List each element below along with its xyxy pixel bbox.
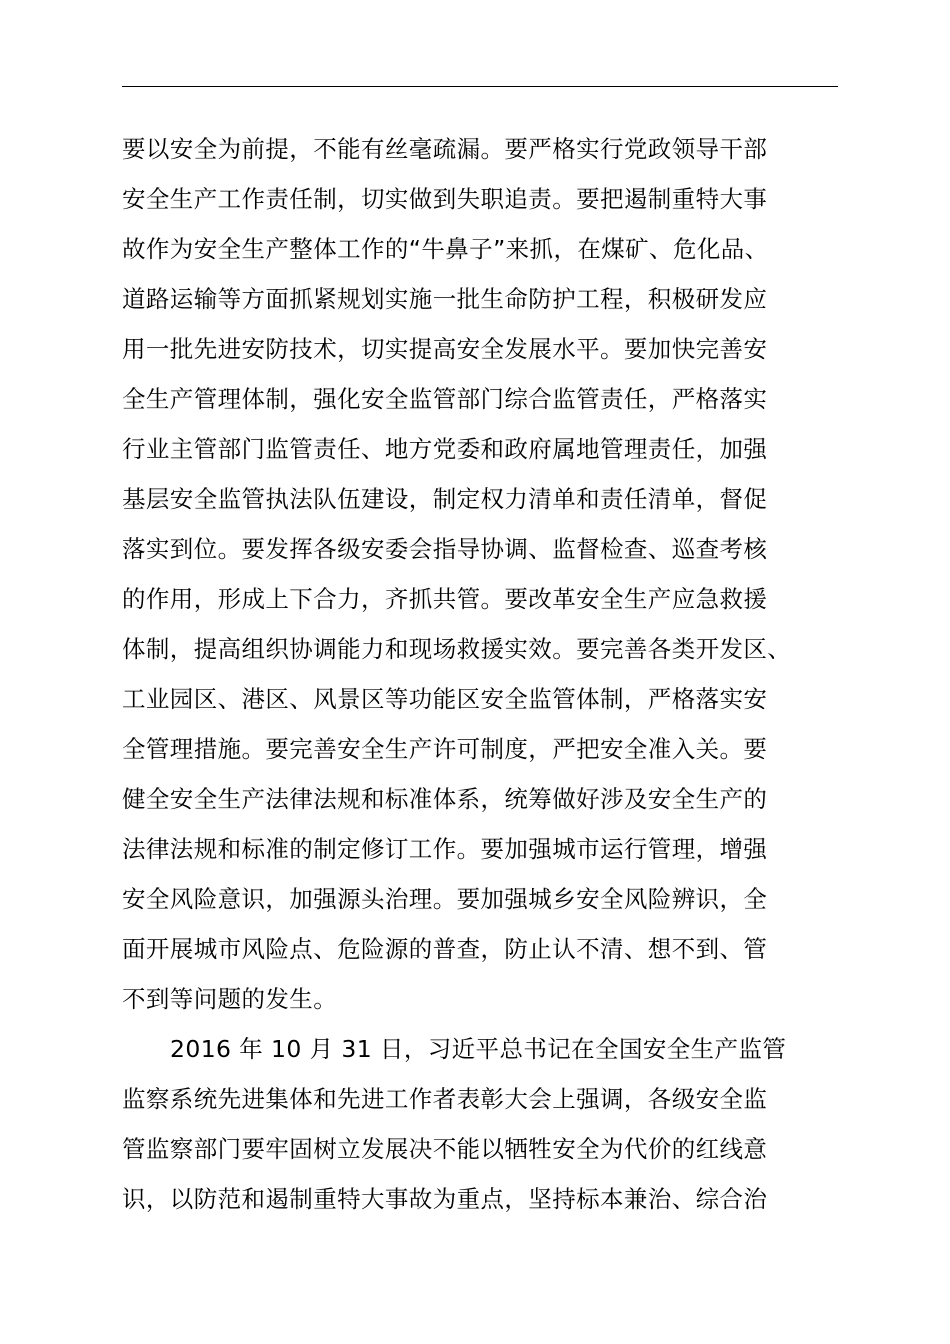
text-line: 安全风险意识，加强源头治理。要加强城乡安全风险辨识，全 <box>122 885 768 913</box>
text-line: 基层安全监管执法队伍建设，制定权力清单和责任清单，督促 <box>122 485 768 513</box>
text-line: 全管理措施。要完善安全生产许可制度，严把安全准入关。要 <box>122 735 768 763</box>
text-line: 面开展城市风险点、危险源的普查，防止认不清、想不到、管 <box>122 935 768 963</box>
text-line: 要以安全为前提，不能有丝毫疏漏。要严格实行党政领导干部 <box>122 135 768 163</box>
text-line: 工业园区、港区、风景区等功能区安全监管体制，严格落实安 <box>122 685 768 713</box>
text-line: 识，以防范和遏制重特大事故为重点，坚持标本兼治、综合治 <box>122 1185 768 1213</box>
text-line: 的作用，形成上下合力，齐抓共管。要改革安全生产应急救援 <box>122 585 768 613</box>
body-text <box>122 124 842 1224</box>
text-line: 管监察部门要牢固树立发展决不能以牺牲安全为代价的红线意 <box>122 1135 768 1163</box>
text-line: 落实到位。要发挥各级安委会指导协调、监督检查、巡查考核 <box>122 535 768 563</box>
text-line: 道路运输等方面抓紧规划实施一批生命防护工程，积极研发应 <box>122 285 768 313</box>
paragraph-start-line: 2016 年 10 月 31 日，习近平总书记在全国安全生产监管 <box>170 1035 787 1063</box>
text-line: 不到等问题的发生。 <box>122 985 338 1013</box>
text-line: 监察系统先进集体和先进工作者表彰大会上强调，各级安全监 <box>122 1085 768 1113</box>
text-line: 健全安全生产法律法规和标准体系，统筹做好涉及安全生产的 <box>122 785 768 813</box>
header-rule <box>122 86 838 87</box>
text-line: 全生产管理体制，强化安全监管部门综合监管责任，严格落实 <box>122 385 768 413</box>
text-line: 故作为安全生产整体工作的“牛鼻子”来抓，在煤矿、危化品、 <box>122 235 769 263</box>
text-line: 用一批先进安防技术，切实提高安全发展水平。要加快完善安 <box>122 335 768 363</box>
text-line: 法律法规和标准的制定修订工作。要加强城市运行管理，增强 <box>122 835 768 863</box>
text-line: 体制，提高组织协调能力和现场救援实效。要完善各类开发区、 <box>122 635 792 663</box>
text-line: 安全生产工作责任制，切实做到失职追责。要把遏制重特大事 <box>122 185 768 213</box>
text-line: 行业主管部门监管责任、地方党委和政府属地管理责任，加强 <box>122 435 768 463</box>
